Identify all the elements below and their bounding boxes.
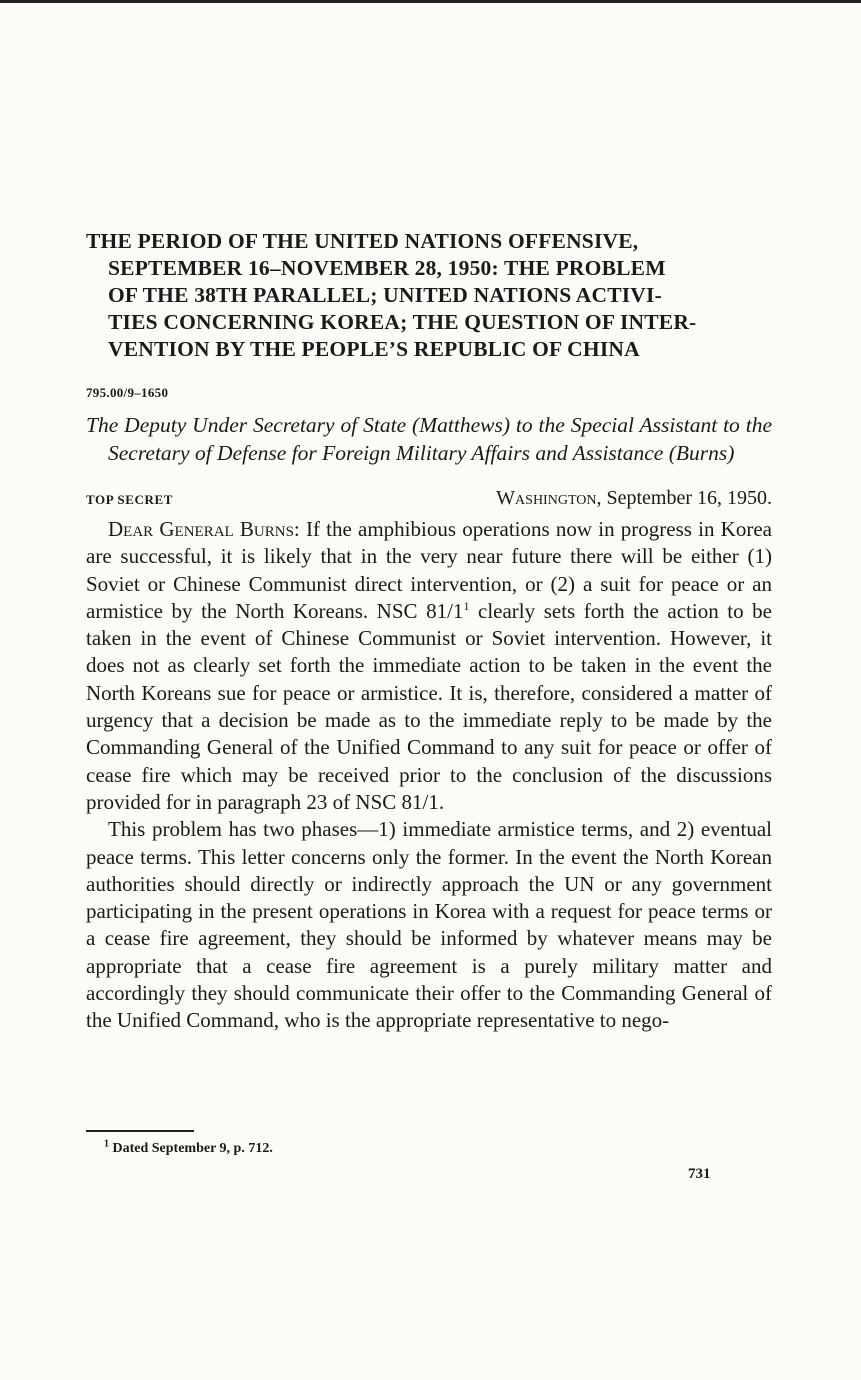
paragraph: This problem has two phases—1) immediate armistice terms, and 2) eventual peace terms. This letter concerns only the former. In the event the North Korean authorities should directly or indirectly approach the UN or any government participating in the present operations in Korea with a request for peace terms or a cease fire agreement, they should be informed by whatever means may be appropriate that a cease fire agreement is a purely military matter and accordingly they should communicate their offer to the Commanding General of the Unified Command, who is the appropriate representative to nego- (86, 817, 772, 1033)
footnote-mark: 1 (104, 1138, 109, 1150)
page-number: 731 (688, 1166, 711, 1182)
footnote (104, 1138, 273, 1157)
paragraph-text: : If the amphibious operations now in progress in Korea are successful, it is likely that in the very near future there will be either (1) Soviet or Chinese Communist direct intervention, or (2) a suit for peace or an armistice by the North Koreans. NSC 81/1 (86, 517, 772, 623)
footnote-divider (86, 1130, 194, 1132)
date: , September 16, 1950. (596, 487, 772, 509)
chapter-title-line: THE PERIOD OF THE UNITED NATIONS OFFENSIVE, (86, 229, 639, 253)
document-heading: The Deputy Under Secretary of State (Matthews) to the Special Assistant to the Secretary of Defense for Foreign Military Affairs and Assistance (Burns) (86, 413, 772, 465)
top-border-rule (0, 0, 861, 3)
chapter-title-line: SEPTEMBER 16–NOVEMBER 28, 1950: THE PROBLEM (108, 256, 666, 280)
dateline (86, 487, 772, 510)
chapter-title (86, 228, 772, 363)
salutation: Dear General Burns (108, 517, 294, 541)
chapter-title-line: TIES CONCERNING KOREA; THE QUESTION OF INTER- (108, 310, 697, 334)
place-date (496, 487, 772, 510)
chapter-title-line: OF THE 38TH PARALLEL; UNITED NATIONS ACTIVI- (108, 283, 662, 307)
letter-body (86, 516, 772, 1035)
place: Washington (496, 487, 597, 509)
chapter-title-line: VENTION BY THE PEOPLE’S REPUBLIC OF CHINA (108, 337, 640, 361)
file-number: 795.00/9–1650 (86, 385, 169, 400)
paragraph-text: clearly sets forth the action to be taken in the event of Chinese Communist or Soviet intervention. However, it does not as clearly set forth the immediate action to be taken in the event the North Koreans sue for peace or armistice. It is, therefore, considered a matter of urgency that a decision be made as to the immediate reply to be made by the Commanding General of the Unified Command to any suit for peace or offer of cease fire which may be received prior to the conclusion of the discussions provided for in paragraph 23 of NSC 81/1. (86, 598, 772, 814)
footnote-reference: 1 (463, 598, 470, 613)
paragraph (86, 516, 772, 816)
classification-label: TOP SECRET (86, 492, 174, 507)
footnote-text: Dated September 9, p. 712. (109, 1141, 273, 1156)
page-content (86, 228, 772, 1035)
